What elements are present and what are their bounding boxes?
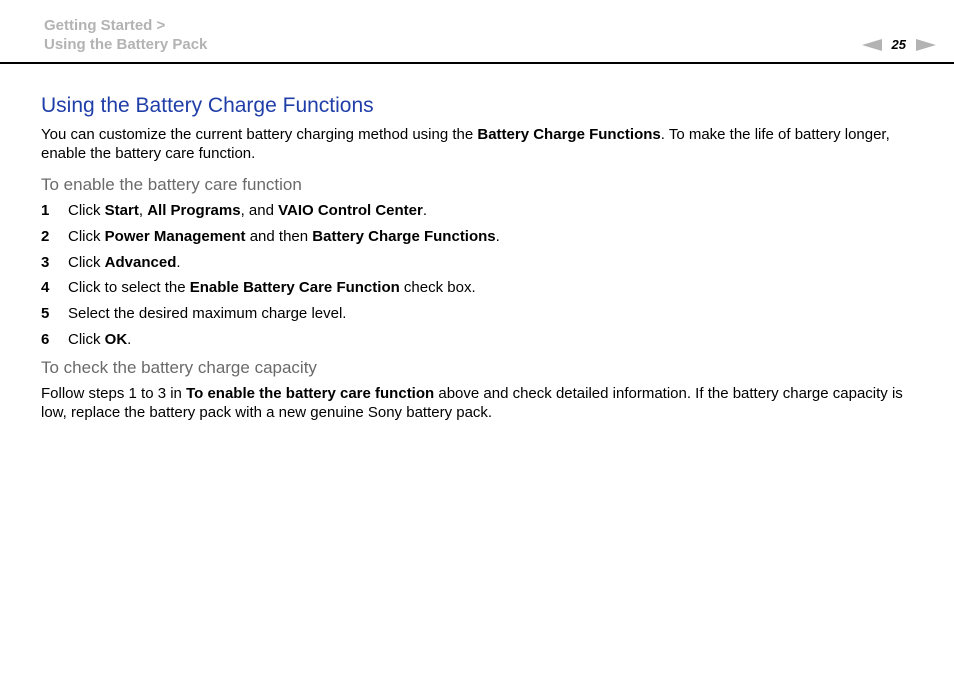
next-page-arrow-icon[interactable]: [916, 39, 936, 51]
step-number: 6: [41, 330, 50, 348]
cross-reference-link: To enable the battery care function: [186, 384, 435, 402]
header-divider: [0, 62, 954, 64]
step-number: 2: [41, 227, 50, 245]
section-heading-enable-care: To enable the battery care function: [41, 175, 302, 194]
step-number: 3: [41, 253, 50, 271]
steps-list: [41, 201, 911, 349]
step-text: Click OK.: [68, 330, 132, 348]
step-number: 4: [41, 279, 50, 297]
step-item: [41, 253, 911, 279]
step-text: Click Start, All Programs, and VAIO Control Center.: [68, 202, 428, 219]
step-text: Select the desired maximum charge level.: [68, 305, 347, 323]
breadcrumb: [44, 16, 207, 54]
page-number: 25: [891, 37, 906, 52]
breadcrumb-item-battery-pack[interactable]: Using the Battery Pack: [44, 36, 208, 53]
step-text: Click to select the Enable Battery Care Function check box.: [68, 279, 476, 297]
step-number: 1: [41, 202, 50, 219]
main-content: [41, 92, 911, 422]
section-heading-check-capacity: To check the battery charge capacity: [41, 357, 317, 377]
capacity-paragraph: Follow steps 1 to 3 in To enable the battery care function above and check detailed information. If the battery charge capacity is low, replace the battery pack with a new genuine Sony battery pack.: [41, 384, 903, 421]
breadcrumb-item-getting-started[interactable]: Getting Started >: [44, 17, 166, 34]
intro-paragraph: You can customize the current battery charging method using the Battery Charge Functions. To make the life of battery longer, enable the battery care function.: [41, 126, 890, 162]
step-item: [41, 227, 911, 253]
step-item: [41, 304, 911, 330]
step-text: Click Advanced.: [68, 253, 181, 271]
page-navigation: [862, 36, 936, 54]
step-text: Click Power Management and then Battery Charge Functions.: [68, 227, 500, 245]
step-item: [41, 330, 911, 349]
step-number: 5: [41, 305, 50, 323]
step-item: [41, 278, 911, 304]
step-item: [41, 201, 911, 227]
previous-page-arrow-icon[interactable]: [862, 39, 882, 51]
page-title: Using the Battery Charge Functions: [41, 94, 374, 117]
